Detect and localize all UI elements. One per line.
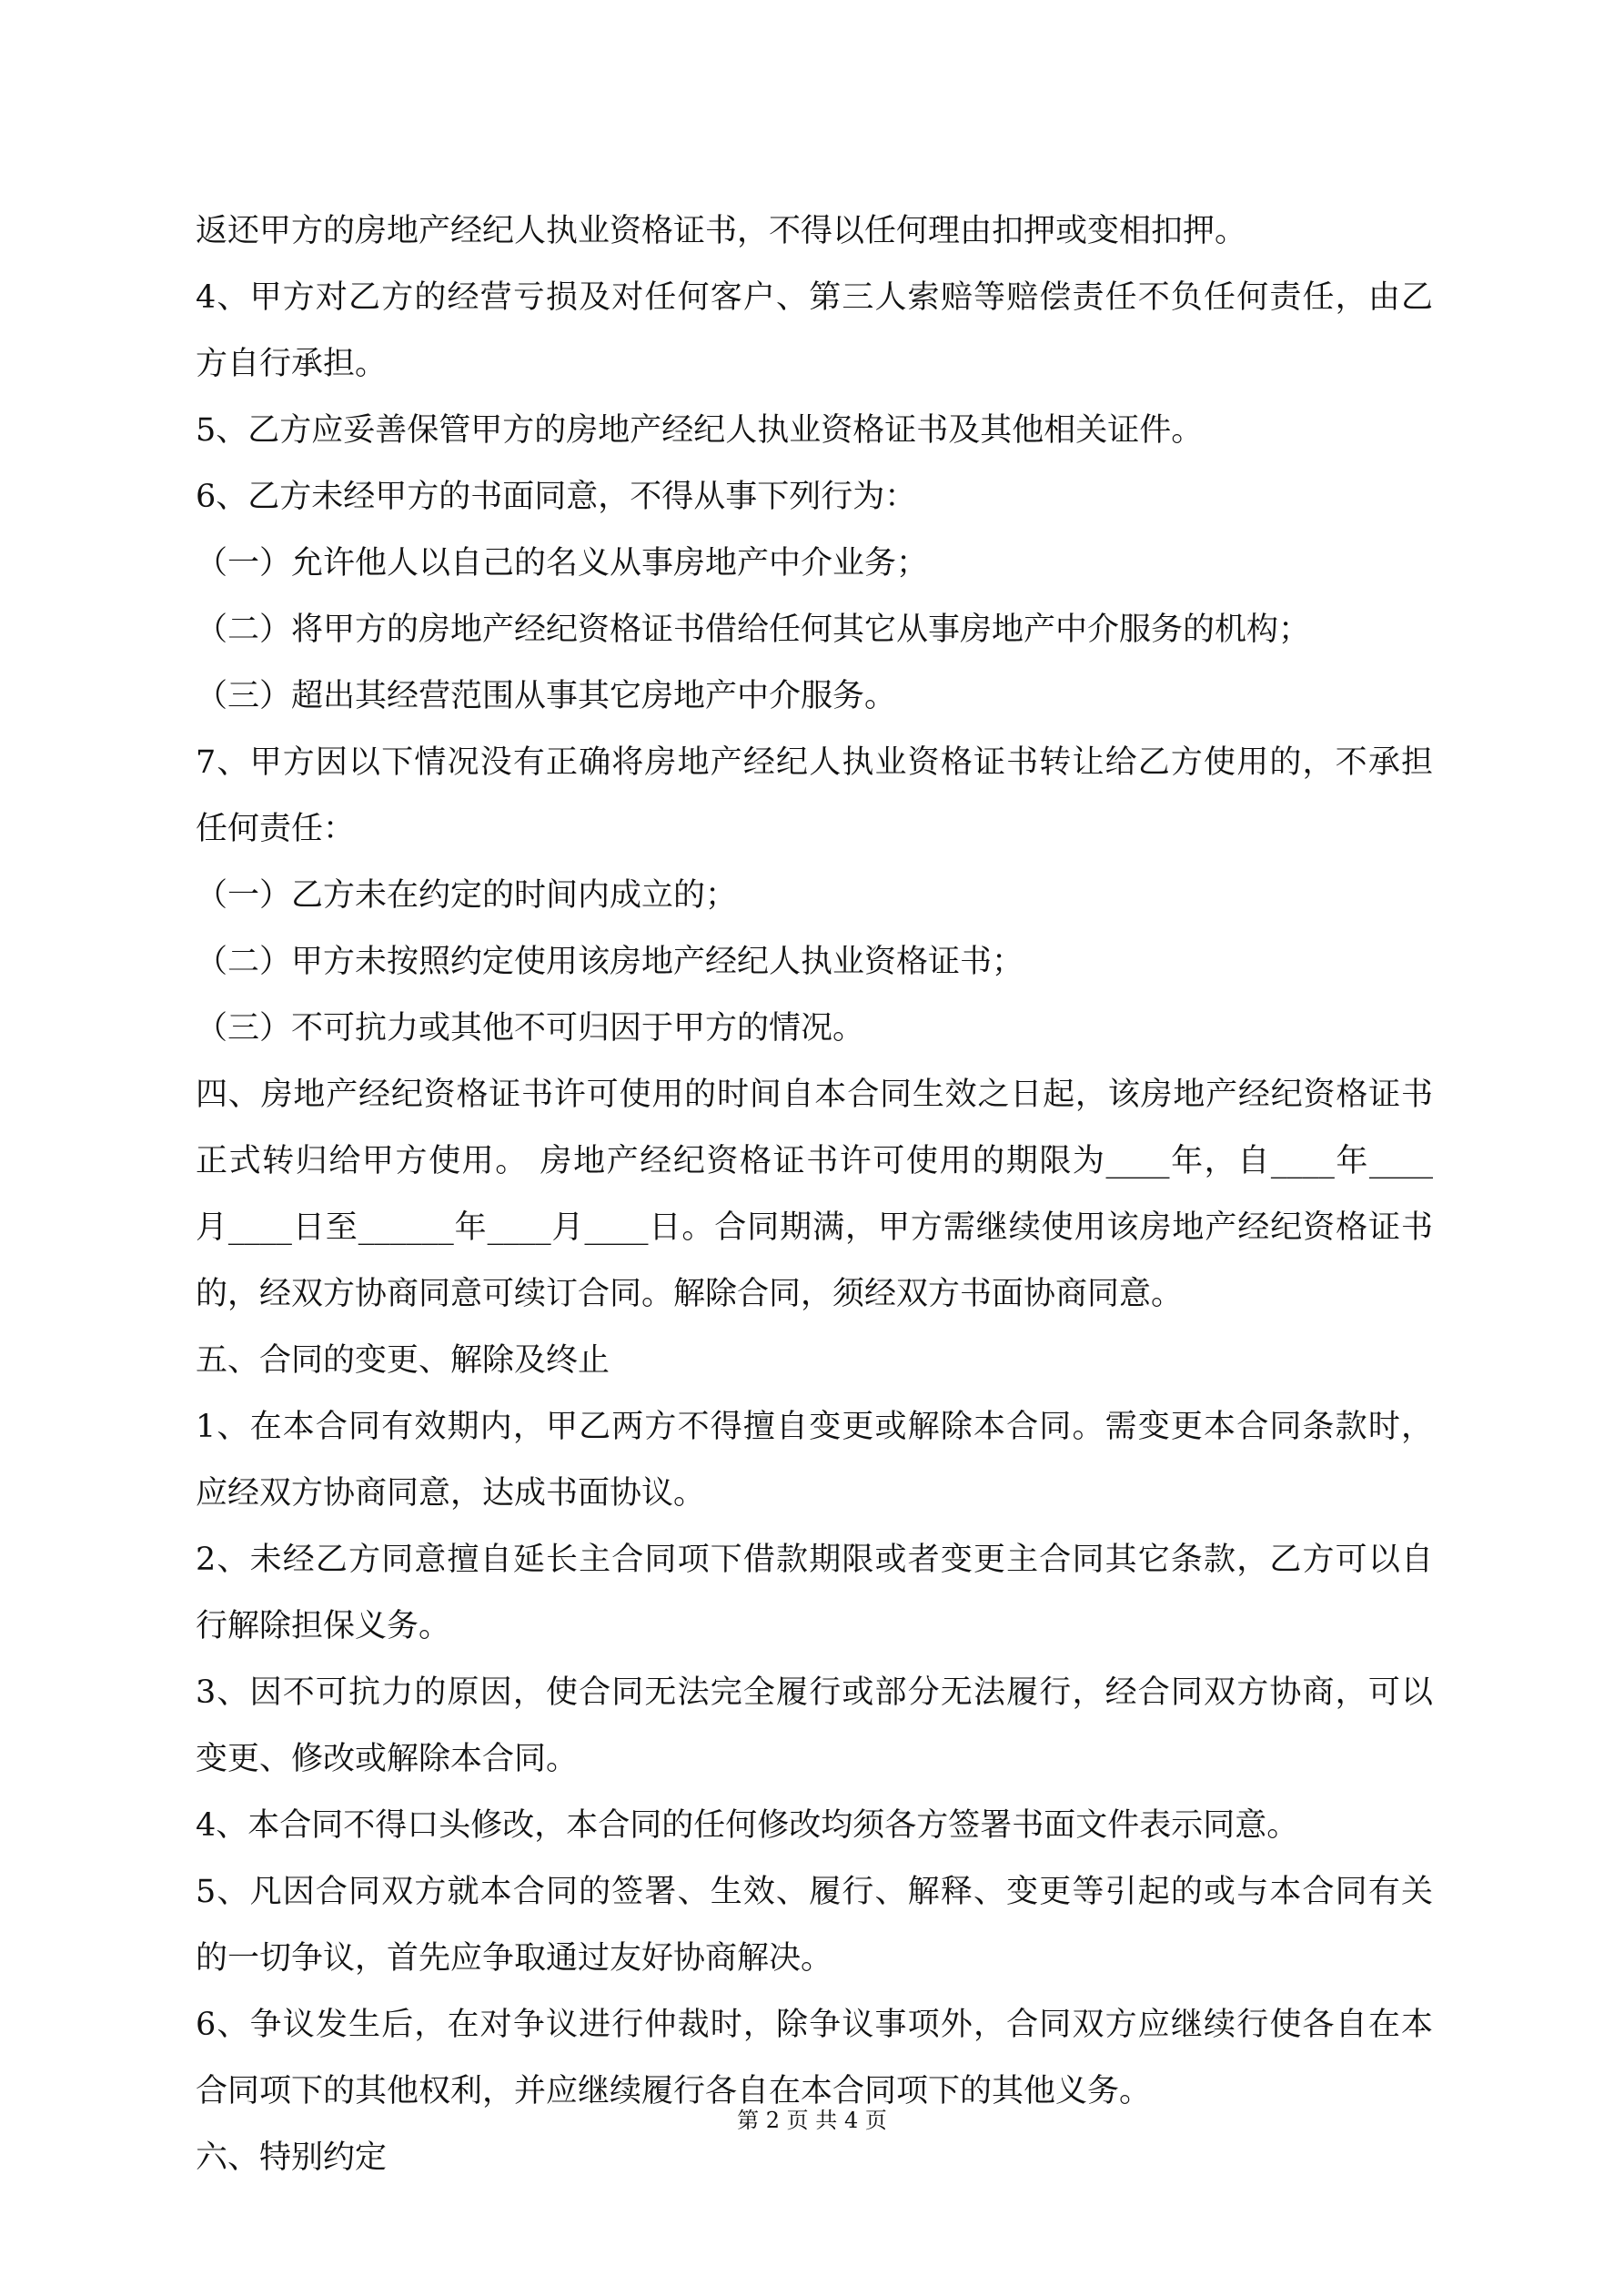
- text-line: （二）将甲方的房地产经纪资格证书借给任何其它从事房地产中介服务的机构；: [196, 612, 1311, 648]
- text-line: 行解除担保义务。: [196, 1608, 451, 1644]
- text-line: 4、甲方对乙方的经营亏损及对任何客户、第三人索赔等赔偿责任不负任何责任，由乙: [196, 279, 1433, 316]
- text-line: 任何责任：: [196, 811, 356, 847]
- section-heading: 六、特别约定: [196, 2139, 388, 2176]
- text-line: 5、乙方应妥善保管甲方的房地产经纪人执业资格证书及其他相关证件。: [196, 412, 1204, 449]
- text-line: 7、甲方因以下情况没有正确将房地产经纪人执业资格证书转让给乙方使用的，不承担: [196, 744, 1433, 781]
- text-line: 变更、修改或解除本合同。: [196, 1741, 579, 1777]
- text-line: 月____日至______年____月____日。合同期满，甲方需继续使用该房地产经纪资格证书: [196, 1209, 1433, 1246]
- text-line: 3、因不可抗力的原因，使合同无法完全履行或部分无法履行，经合同双方协商，可以: [196, 1674, 1433, 1711]
- text-line: 方自行承担。: [196, 346, 388, 382]
- text-line: （三）不可抗力或其他不可归因于甲方的情况。: [196, 1010, 865, 1047]
- text-line: 4、本合同不得口头修改，本合同的任何修改均须各方签署书面文件表示同意。: [196, 1807, 1299, 1844]
- text-line: 合同项下的其他权利，并应继续履行各自在本合同项下的其他义务。: [196, 2073, 1152, 2109]
- text-line: 5、凡因合同双方就本合同的签署、生效、履行、解释、变更等引起的或与本合同有关: [196, 1874, 1433, 1910]
- text-line: 应经双方协商同意，达成书面协议。: [196, 1475, 706, 1512]
- text-line: 返还甲方的房地产经纪人执业资格证书，不得以任何理由扣押或变相扣押。: [196, 213, 1247, 249]
- page-number-footer: 第 2 页 共 4 页: [737, 2108, 887, 2133]
- text-line: 正式转归给甲方使用。 房地产经纪资格证书许可使用的期限为____年，自____年____: [196, 1143, 1433, 1179]
- text-line: 6、乙方未经甲方的书面同意，不得从事下列行为：: [196, 479, 917, 515]
- text-line: 1、在本合同有效期内，甲乙两方不得擅自变更或解除本合同。需变更本合同条款时，: [196, 1409, 1433, 1445]
- text-line: （一）允许他人以自己的名义从事房地产中介业务；: [196, 545, 929, 582]
- text-line: 2、未经乙方同意擅自延长主合同项下借款期限或者变更主合同其它条款，乙方可以自: [196, 1542, 1433, 1578]
- text-line: 四、房地产经纪资格证书许可使用的时间自本合同生效之日起，该房地产经纪资格证书: [196, 1077, 1433, 1113]
- text-line: （三）超出其经营范围从事其它房地产中介服务。: [196, 678, 897, 714]
- text-line: 6、争议发生后，在对争议进行仲裁时，除争议事项外，合同双方应继续行使各自在本: [196, 2007, 1433, 2043]
- document-body: [196, 198, 1433, 2191]
- text-line: （二）甲方未按照约定使用该房地产经纪人执业资格证书；: [196, 944, 1024, 980]
- text-line: 的，经双方协商同意可续订合同。解除合同，须经双方书面协商同意。: [196, 1276, 1184, 1312]
- text-line: （一）乙方未在约定的时间内成立的；: [196, 877, 738, 914]
- section-heading: 五、合同的变更、解除及终止: [196, 1342, 610, 1379]
- text-line: 的一切争议，首先应争取通过友好协商解决。: [196, 1940, 833, 1977]
